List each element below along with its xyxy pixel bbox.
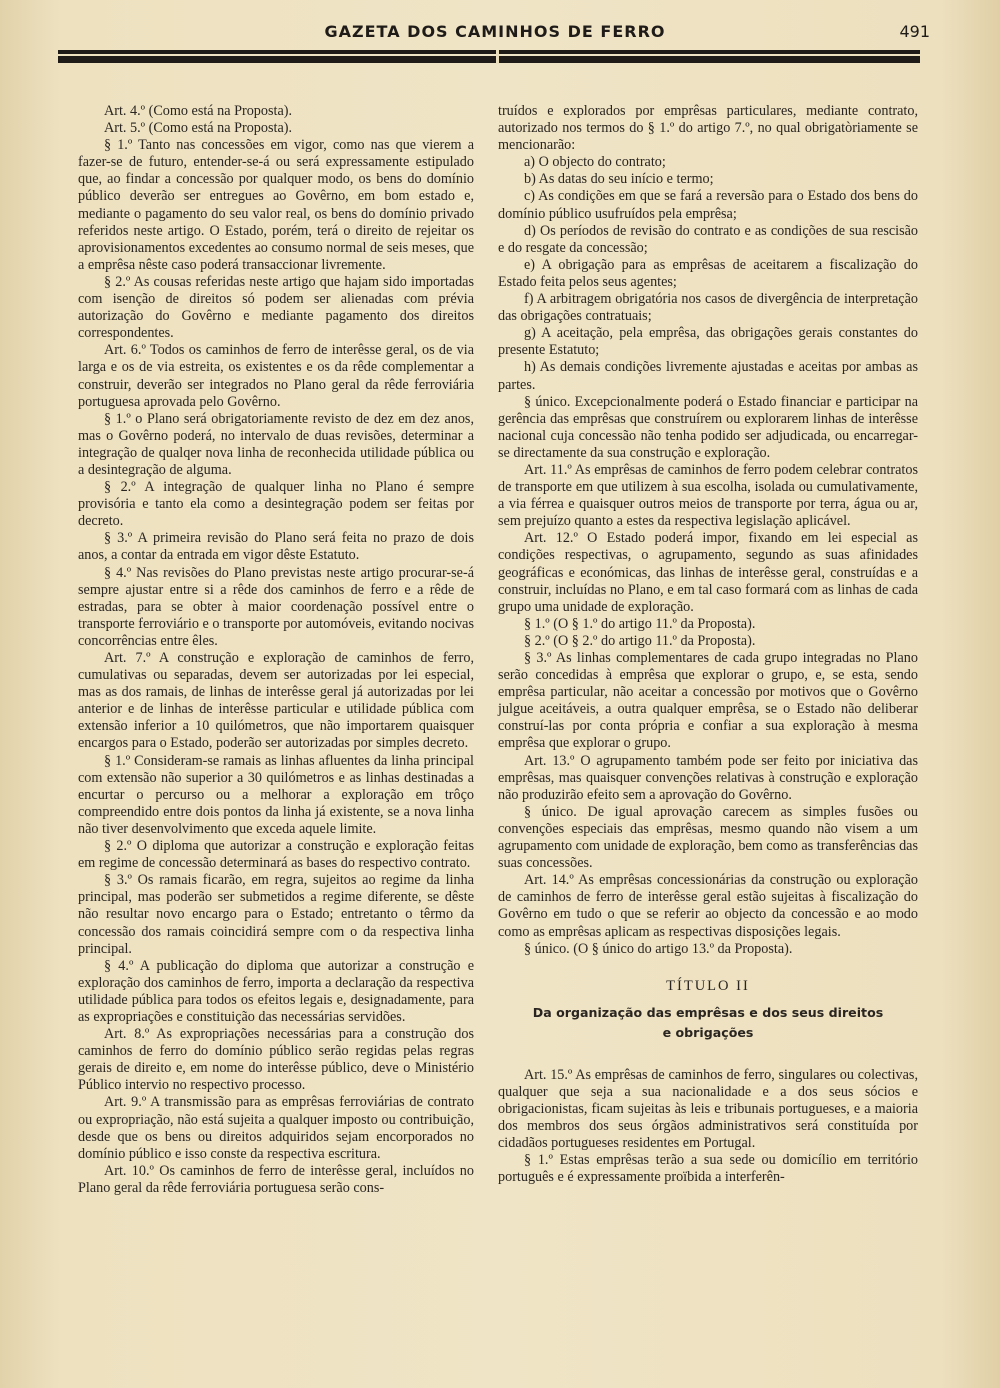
paragraph: c) As condições em que se fará a reversão para o Estado dos bens do domínio público usufruídos pela emprêsa; [498,188,918,222]
page-header [60,22,930,44]
header-rule-thick [58,56,920,63]
paragraph: d) Os períodos de revisão do contrato e as condições de sua rescisão e do resgate da concessão; [498,222,918,256]
paragraph: § 2.º As cousas referidas neste artigo que hajam sido importadas com isenção de direitos só podem ser alienadas com prévia autorização do Govêrno e mediante pagamento dos direitos correspondentes. [78,273,474,342]
paragraph: § 1.º Consideram-se ramais as linhas afluentes da linha principal com extensão não superior a 30 quilómetros e as linhas destinadas a encurtar o percurso ou a melhorar a exploração em trôço compreendido entre dois pontos da linha já existente, se a nova linha não tiver desenvolvimento que exceda aquele limite. [78,752,474,837]
section-heading-line1: Da organização das emprêsas e dos seus direitos [532,1004,884,1020]
paragraph: Art. 10.º Os caminhos de ferro de interêsse geral, incluídos no Plano geral da rêde ferroviária portuguesa serão cons- [78,1162,474,1196]
paragraph: § 1.º (O § 1.º do artigo 11.º da Proposta). [524,615,756,632]
paragraph: § único. Excepcionalmente poderá o Estado financiar e participar na gerência das emprêsas que construírem ou explorarem linhas de interêsse nacional cuja concessão não tenha podido ser adjudicada, ou encarregar-se directamente da sua construção e exploração. [498,393,918,461]
left-column [78,103,474,1197]
paragraph: h) As demais condições livremente ajustadas e aceitas por ambas as partes. [498,359,918,393]
page-number: 491 [899,22,930,41]
paragraph: Art. 6.º Todos os caminhos de ferro de interêsse geral, os de via larga e os de via estreita, os existentes e os da rêde complementar a construir, deverão ser integrados no Plano geral da rêde ferroviária portuguesa aprovada pelo Govêrno. [78,342,474,410]
right-column [498,103,918,1186]
paragraph: § 1.º Estas emprêsas terão a sua sede ou domicílio em território português e é expressamente proïbida a interferên- [498,1152,918,1186]
paragraph: § 1.º o Plano será obrigatoriamente revisto de dez em dez anos, mas o Govêrno poderá, no intervalo de duas revisões, determinar a integração de qualqer nova linha de reconhecida utilidade pública ou a desintegração de alguma. [78,410,474,478]
paragraph: § 2.º A integração de qualquer linha no Plano é sempre provisória e tanto ela como a desintegração podem ser feitas por decreto. [78,479,474,530]
paragraph: § único. (O § único do artigo 13.º da Proposta). [524,940,793,957]
paragraph: Art. 15.º As emprêsas de caminhos de ferro, singulares ou colectivas, qualquer que seja a sua nacionalidade e a dos seus sócios e obrigacionistas, ficam sujeitas às leis e tribunais portugueses, e a maioria dos membros dos seus órgãos administrativos será constituída por cidadãos portugueses residentes em Portugal. [498,1066,918,1152]
paragraph: § 3.º Os ramais ficarão, em regra, sujeitos ao regime da linha principal, mas poderão ser submetidos a regime diferente, se dêste não resultar novo encargo para o Estado; entretanto o têrmo da concessão dos ramais coincidirá sempre com o da respectiva linha principal. [78,872,474,957]
paragraph: f) A arbitragem obrigatória nos casos de divergência de interpretação das obrigações contratuais; [498,291,918,325]
paragraph: Art. 13.º O agrupamento também pode ser feito por iniciativa das emprêsas, mas quaisquer convenções relativas à construção e exploração não produzirão efeito sem a aprovação do Govêrno. [498,752,918,803]
paragraph: e) A obrigação para as emprêsas de aceitarem a fiscalização do Estado feita pelos seus agentes; [498,256,918,290]
paragraph: Art. 7.º A construção e exploração de caminhos de ferro, cumulativas ou separadas, devem ser autorizadas por lei especial, mas as dos ramais, de linhas de interêsse geral já autorizadas por lei anterior e de linhas de interêsse particular e utilidade pública com extensão inferior a 10 quilómetros, que não importarem quaisquer encargos para o Estado, poderão ser autorizadas por simples decreto. [78,650,474,752]
paragraph: Art. 4.º (Como está na Proposta). [104,103,293,119]
paragraph: Art. 5.º (Como está na Proposta). [104,120,293,137]
section-heading-line2: e obrigações [662,1024,754,1040]
header-rule-gap [496,50,499,64]
paragraph: Art. 12.º O Estado poderá impor, fixando em lei especial as condições respectivas, o agrupamento, segundo as suas afinidades geográficas e económicas, das linhas de interêsse geral, construídas e a construir, incluídas no Plano, e em tal caso formará com as linhas de cada grupo uma unidade de exploração. [498,530,918,615]
section-number: TÍTULO II [666,977,750,994]
paragraph: Art. 14.º As emprêsas concessionárias da construção ou exploração de caminhos de ferro de interêsse geral estão sujeitas à fiscalização do Govêrno em tudo o que se referir ao objecto da concessão e ao modo como as emprêsas aplicam as respectivas disposições legais. [498,872,918,940]
paragraph: truídos e explorados por emprêsas particulares, mediante contrato, autorizado nos termos do § 1.º do artigo 7.º, no qual obrigatòriamente se mencionarão: [498,103,918,154]
paragraph: Art. 8.º As expropriações necessárias para a construção dos caminhos de ferro do domínio público serão regidas pelas regras gerais de direito e, em nome do interêsse público, deve o Ministério Público intervio no respectivo processo. [78,1026,474,1094]
paragraph: § único. De igual aprovação carecem as simples fusões ou convenções especiais das emprêsas, mesmo quando não visem a um agrupamento com unidade de exploração, bem como as transferências das suas concessões. [498,803,918,872]
paragraph: § 2.º O diploma que autorizar a construção e exploração feitas em regime de concessão determinará as bases do respectivo contrato. [78,838,474,872]
paragraph: Art. 9.º A transmissão para as emprêsas ferroviárias de contrato ou expropriação, não está sujeita a qualquer imposto ou contribuição, desde que os bens ou direitos adquiridos sejam encorporados no domínio público e isso conste da respectiva escritura. [78,1094,474,1162]
paragraph: § 2.º (O § 2.º do artigo 11.º da Proposta). [524,632,756,649]
publication-title: GAZETA DOS CAMINHOS DE FERRO [324,22,666,41]
paragraph: Art. 11.º As emprêsas de caminhos de ferro podem celebrar contratos de transporte em que utilizem à sua escolha, isolada ou cumulativamente, a via férrea e quaisquer outros meios de transporte por terra, água ou ar, sem prejuízo quanto a estes da respectiva legislação aplicável. [498,461,918,530]
paragraph: a) O objecto do contrato; [524,154,666,171]
paragraph: § 3.º As linhas complementares de cada grupo integradas no Plano serão concedidas à emprêsa que explorar o grupo, e, se esta, sendo emprêsa particular, não aceitar a concessão por motivos que o Govêrno julgue aceitáveis, a outra qualquer emprêsa, se o Estado não deliberar construí-las por conta própria e confiar a sua exploração à mesma emprêsa que explorar o grupo. [498,650,918,752]
paragraph: b) As datas do seu início e termo; [524,171,714,188]
paragraph: g) A aceitação, pela emprêsa, das obrigações gerais constantes do presente Estatuto; [498,325,918,359]
header-rule-thin [58,50,920,54]
paragraph: § 3.º A primeira revisão do Plano será feita no prazo de dois anos, a contar da entrada em vigor dêste Estatuto. [78,530,474,564]
section-heading [498,1003,918,1043]
paragraph: § 1.º Tanto nas concessões em vigor, como nas que vierem a fazer-se de futuro, entender-se-á ou será expressamente estipulado que, ao findar a concessão por qualquer modo, os bens do domínio público deverão ser entregues ao Govêrno, em bom estado e, mediante o pagamento do seu valor real, os bens do domínio privado referidos neste artigo. O Estado, porém, terá o direito de rejeitar os aprovisionamentos excedentes ao consumo normal de seis meses, que a emprêsa nêste caso poderá transaccionar livremente. [78,137,474,273]
paragraph: § 4.º A publicação do diploma que autorizar a construção e exploração dos caminhos de ferro, importa a declaração da respectiva utilidade pública para todos os efeitos legais e, designadamente, para as expropriações e constituição das necessárias servidões. [78,957,474,1025]
paragraph: § 4.º Nas revisões do Plano previstas neste artigo procurar-se-á sempre ajustar entre si a rêde dos caminhos de ferro e a rêde de estradas, para se obter à maior coordenação possível entre o transporte ferroviário e o transporte por automóveis, evitando nocivas concorrências entre êles. [78,564,474,649]
